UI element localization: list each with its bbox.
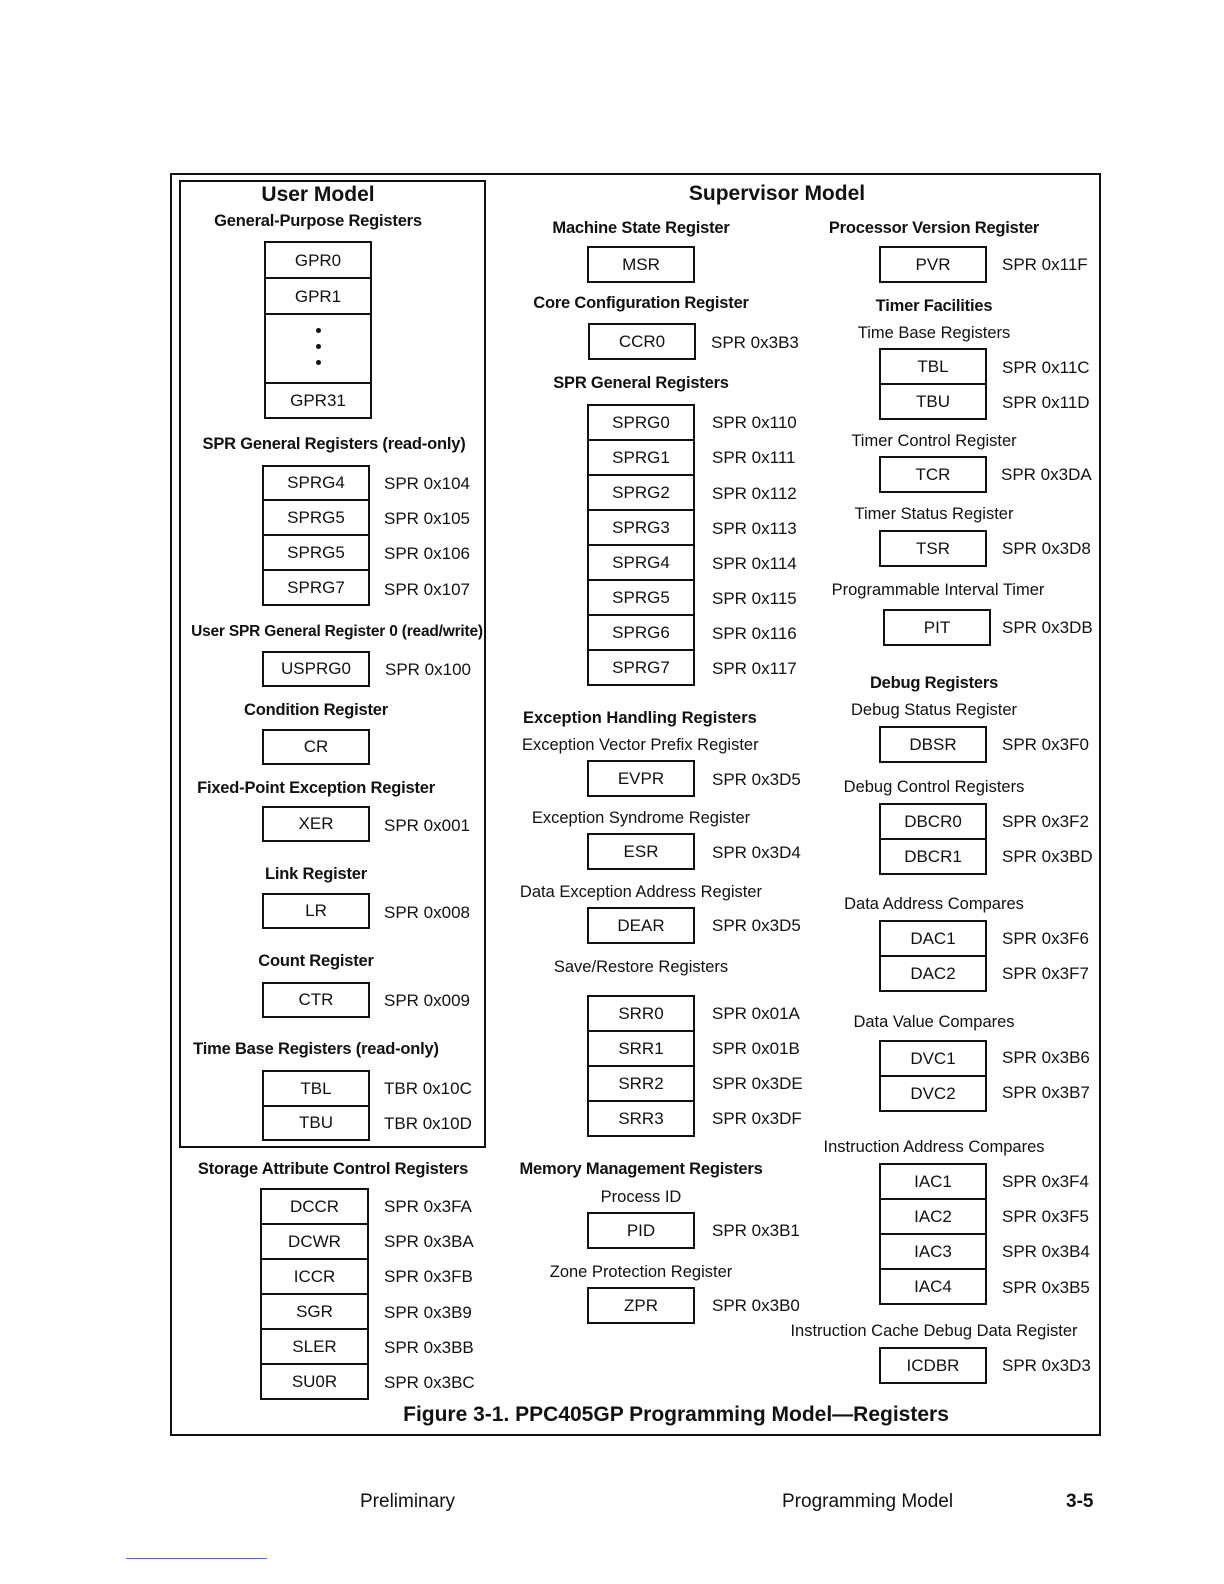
ctr-spr: SPR 0x009	[384, 991, 470, 1010]
msr-box: MSR	[587, 246, 695, 283]
usprg0-box: USPRG0	[262, 651, 370, 687]
gpr-heading: General-Purpose Registers	[214, 212, 422, 230]
pid-box: PID	[587, 1212, 695, 1249]
sprg1-spr: SPR 0x111	[712, 448, 796, 467]
usprg0-spr: SPR 0x100	[385, 660, 471, 679]
pit-heading: Programmable Interval Timer	[831, 581, 1045, 599]
cr-box: CR	[262, 729, 370, 765]
sler-box: SLER	[260, 1328, 369, 1365]
dvc-heading: Data Value Compares	[853, 1013, 1015, 1031]
cr-heading: Condition Register	[244, 701, 388, 719]
srr1-box: SRR1	[587, 1030, 695, 1067]
dbsr-spr: SPR 0x3F0	[1002, 735, 1089, 754]
pvr-box: PVR	[879, 246, 987, 283]
debug-heading: Debug Registers	[869, 674, 999, 692]
sprg5-ro-spr: SPR 0x105	[384, 509, 470, 528]
srr2-spr: SPR 0x3DE	[712, 1074, 803, 1093]
sprg0-spr: SPR 0x110	[712, 413, 797, 432]
sprg7-spr: SPR 0x117	[712, 659, 797, 678]
sprg6-box: SPRG6	[587, 614, 695, 651]
iac2-box: IAC2	[879, 1198, 987, 1235]
sler-spr: SPR 0x3BB	[384, 1338, 474, 1357]
spr-ro-heading: SPR General Registers (read-only)	[202, 435, 466, 453]
esr-heading: Exception Syndrome Register	[531, 809, 751, 827]
tsr-spr: SPR 0x3D8	[1002, 539, 1091, 558]
dvc2-spr: SPR 0x3B7	[1002, 1083, 1090, 1102]
dbcr-heading: Debug Control Registers	[843, 778, 1025, 796]
lr-box: LR	[262, 893, 370, 929]
dear-spr: SPR 0x3D5	[712, 916, 801, 935]
sprg4-ro-box: SPRG4	[262, 465, 370, 501]
esr-box: ESR	[587, 833, 695, 870]
su0r-spr: SPR 0x3BC	[384, 1373, 475, 1392]
xer-heading: Fixed-Point Exception Register	[197, 779, 435, 797]
user-model-title: User Model	[261, 183, 375, 206]
gpr-1: GPR1	[294, 286, 342, 306]
pid-heading: Process ID	[600, 1188, 682, 1206]
icdbr-box: ICDBR	[879, 1347, 987, 1384]
sprg0-box: SPRG0	[587, 404, 695, 441]
dac2-spr: SPR 0x3F7	[1002, 964, 1089, 983]
sprg4-box: SPRG4	[587, 544, 695, 581]
exception-heading: Exception Handling Registers	[523, 709, 757, 727]
dbcr0-spr: SPR 0x3F2	[1002, 812, 1089, 831]
sprg5-box: SPRG5	[587, 579, 695, 616]
tbl-spr: SPR 0x11C	[1002, 358, 1090, 377]
iac3-spr: SPR 0x3B4	[1002, 1242, 1090, 1261]
tbu-spr: SPR 0x11D	[1002, 393, 1090, 412]
dbcr1-box: DBCR1	[879, 838, 987, 875]
srr2-box: SRR2	[587, 1065, 695, 1102]
gpr-31: GPR31	[290, 390, 346, 410]
dbsr-box: DBSR	[879, 726, 987, 763]
sprg5-spr: SPR 0x115	[712, 589, 797, 608]
ctr-box: CTR	[262, 982, 370, 1018]
dbcr0-box: DBCR0	[879, 803, 987, 840]
zpr-spr: SPR 0x3B0	[712, 1296, 800, 1315]
gpr-stack	[264, 241, 372, 419]
esr-spr: SPR 0x3D4	[712, 843, 801, 862]
sprg7-box: SPRG7	[587, 649, 695, 686]
ellipsis-dot	[316, 344, 321, 349]
srr0-box: SRR0	[587, 995, 695, 1032]
tbu-box: TBU	[879, 383, 987, 420]
srr-heading: Save/Restore Registers	[553, 958, 729, 976]
mm-heading: Memory Management Registers	[519, 1160, 763, 1178]
srr1-spr: SPR 0x01B	[712, 1039, 800, 1058]
su0r-box: SU0R	[260, 1363, 369, 1400]
sprg7-ro-box: SPRG7	[262, 569, 370, 606]
tsr-heading: Timer Status Register	[854, 505, 1014, 523]
sprg6-spr: SPR 0x116	[712, 624, 797, 643]
pit-spr: SPR 0x3DB	[1002, 618, 1093, 637]
srr3-box: SRR3	[587, 1100, 695, 1137]
sgr-box: SGR	[260, 1293, 369, 1330]
icdbr-spr: SPR 0x3D3	[1002, 1356, 1091, 1375]
tcr-spr: SPR 0x3DA	[1001, 465, 1092, 484]
sgr-spr: SPR 0x3B9	[384, 1303, 472, 1322]
iac3-box: IAC3	[879, 1233, 987, 1270]
pvr-heading: Processor Version Register	[828, 219, 1040, 237]
sprg6-ro-box: SPRG5	[262, 534, 370, 571]
sprg-heading: SPR General Registers	[553, 374, 729, 392]
lr-heading: Link Register	[265, 865, 367, 883]
sprg2-spr: SPR 0x112	[712, 484, 797, 503]
dbcr1-spr: SPR 0x3BD	[1002, 847, 1093, 866]
pvr-spr: SPR 0x11F	[1002, 255, 1088, 274]
gpr-0: GPR0	[294, 250, 342, 270]
dccr-box: DCCR	[260, 1188, 369, 1225]
ctr-heading: Count Register	[258, 952, 374, 970]
usprg-heading: User SPR General Register 0 (read/write)	[191, 623, 483, 640]
dac2-box: DAC2	[879, 955, 987, 992]
page-number: 3-5	[1066, 1491, 1094, 1512]
tcr-heading: Timer Control Register	[851, 432, 1017, 450]
ellipsis-dot	[316, 328, 321, 333]
iac1-box: IAC1	[879, 1163, 987, 1200]
divider-line	[126, 1558, 267, 1559]
iccr-box: ICCR	[260, 1258, 369, 1295]
dvc2-box: DVC2	[879, 1075, 987, 1112]
sprg2-box: SPRG2	[587, 474, 695, 511]
sprg4-ro-spr: SPR 0x104	[384, 474, 470, 493]
xer-spr: SPR 0x001	[384, 816, 470, 835]
lr-spr: SPR 0x008	[384, 903, 470, 922]
user-tb-heading: Time Base Registers (read-only)	[193, 1040, 439, 1058]
sprg5-ro-box: SPRG5	[262, 499, 370, 536]
dbsr-heading: Debug Status Register	[850, 701, 1018, 719]
iac4-box: IAC4	[879, 1268, 987, 1305]
tbl-box: TBL	[879, 348, 987, 385]
iac-heading: Instruction Address Compares	[823, 1138, 1045, 1156]
pid-spr: SPR 0x3B1	[712, 1221, 800, 1240]
dccr-spr: SPR 0x3FA	[384, 1197, 472, 1216]
srr3-spr: SPR 0x3DF	[712, 1109, 802, 1128]
zpr-heading: Zone Protection Register	[549, 1263, 733, 1281]
iac4-spr: SPR 0x3B5	[1002, 1278, 1090, 1297]
footer-section-title: Programming Model	[782, 1491, 954, 1512]
storage-attr-heading: Storage Attribute Control Registers	[197, 1160, 469, 1178]
user-tbl-spr: TBR 0x10C	[384, 1079, 472, 1098]
iac2-spr: SPR 0x3F5	[1002, 1207, 1089, 1226]
msr-heading: Machine State Register	[552, 219, 730, 237]
zpr-box: ZPR	[587, 1287, 695, 1324]
dcwr-box: DCWR	[260, 1223, 369, 1260]
evpr-heading: Exception Vector Prefix Register	[522, 736, 759, 754]
dear-box: DEAR	[587, 907, 695, 944]
evpr-box: EVPR	[587, 760, 695, 797]
srr0-spr: SPR 0x01A	[712, 1004, 800, 1023]
iac1-spr: SPR 0x3F4	[1002, 1172, 1089, 1191]
evpr-spr: SPR 0x3D5	[712, 770, 801, 789]
ellipsis-dot	[316, 360, 321, 365]
user-tbu-box: TBU	[262, 1105, 370, 1141]
dvc1-box: DVC1	[879, 1040, 987, 1077]
sprg3-spr: SPR 0x113	[712, 519, 797, 538]
ccr-heading: Core Configuration Register	[533, 294, 749, 312]
figure-caption: Figure 3-1. PPC405GP Programming Model—Registers	[403, 1403, 949, 1426]
supervisor-model-title: Supervisor Model	[688, 182, 866, 205]
dac1-spr: SPR 0x3F6	[1002, 929, 1089, 948]
ccr0-box: CCR0	[588, 323, 696, 360]
timer-heading: Timer Facilities	[875, 297, 993, 315]
dear-heading: Data Exception Address Register	[519, 883, 763, 901]
ccr0-spr: SPR 0x3B3	[711, 333, 799, 352]
sprg6-ro-spr: SPR 0x106	[384, 544, 470, 563]
dac-heading: Data Address Compares	[844, 895, 1024, 913]
dac1-box: DAC1	[879, 920, 987, 957]
sprg7-ro-spr: SPR 0x107	[384, 580, 470, 599]
user-tbu-spr: TBR 0x10D	[384, 1114, 472, 1133]
timebase-heading: Time Base Registers	[857, 324, 1011, 342]
sprg1-box: SPRG1	[587, 439, 695, 476]
icdbr-heading: Instruction Cache Debug Data Register	[790, 1322, 1078, 1340]
dvc1-spr: SPR 0x3B6	[1002, 1048, 1090, 1067]
sprg3-box: SPRG3	[587, 509, 695, 546]
footer-preliminary: Preliminary	[360, 1491, 456, 1512]
user-tbl-box: TBL	[262, 1070, 370, 1107]
tcr-box: TCR	[879, 456, 987, 493]
iccr-spr: SPR 0x3FB	[384, 1267, 473, 1286]
pit-box: PIT	[883, 609, 991, 646]
dcwr-spr: SPR 0x3BA	[384, 1232, 474, 1251]
tsr-box: TSR	[879, 530, 987, 567]
sprg4-spr: SPR 0x114	[712, 554, 797, 573]
xer-box: XER	[262, 806, 370, 842]
